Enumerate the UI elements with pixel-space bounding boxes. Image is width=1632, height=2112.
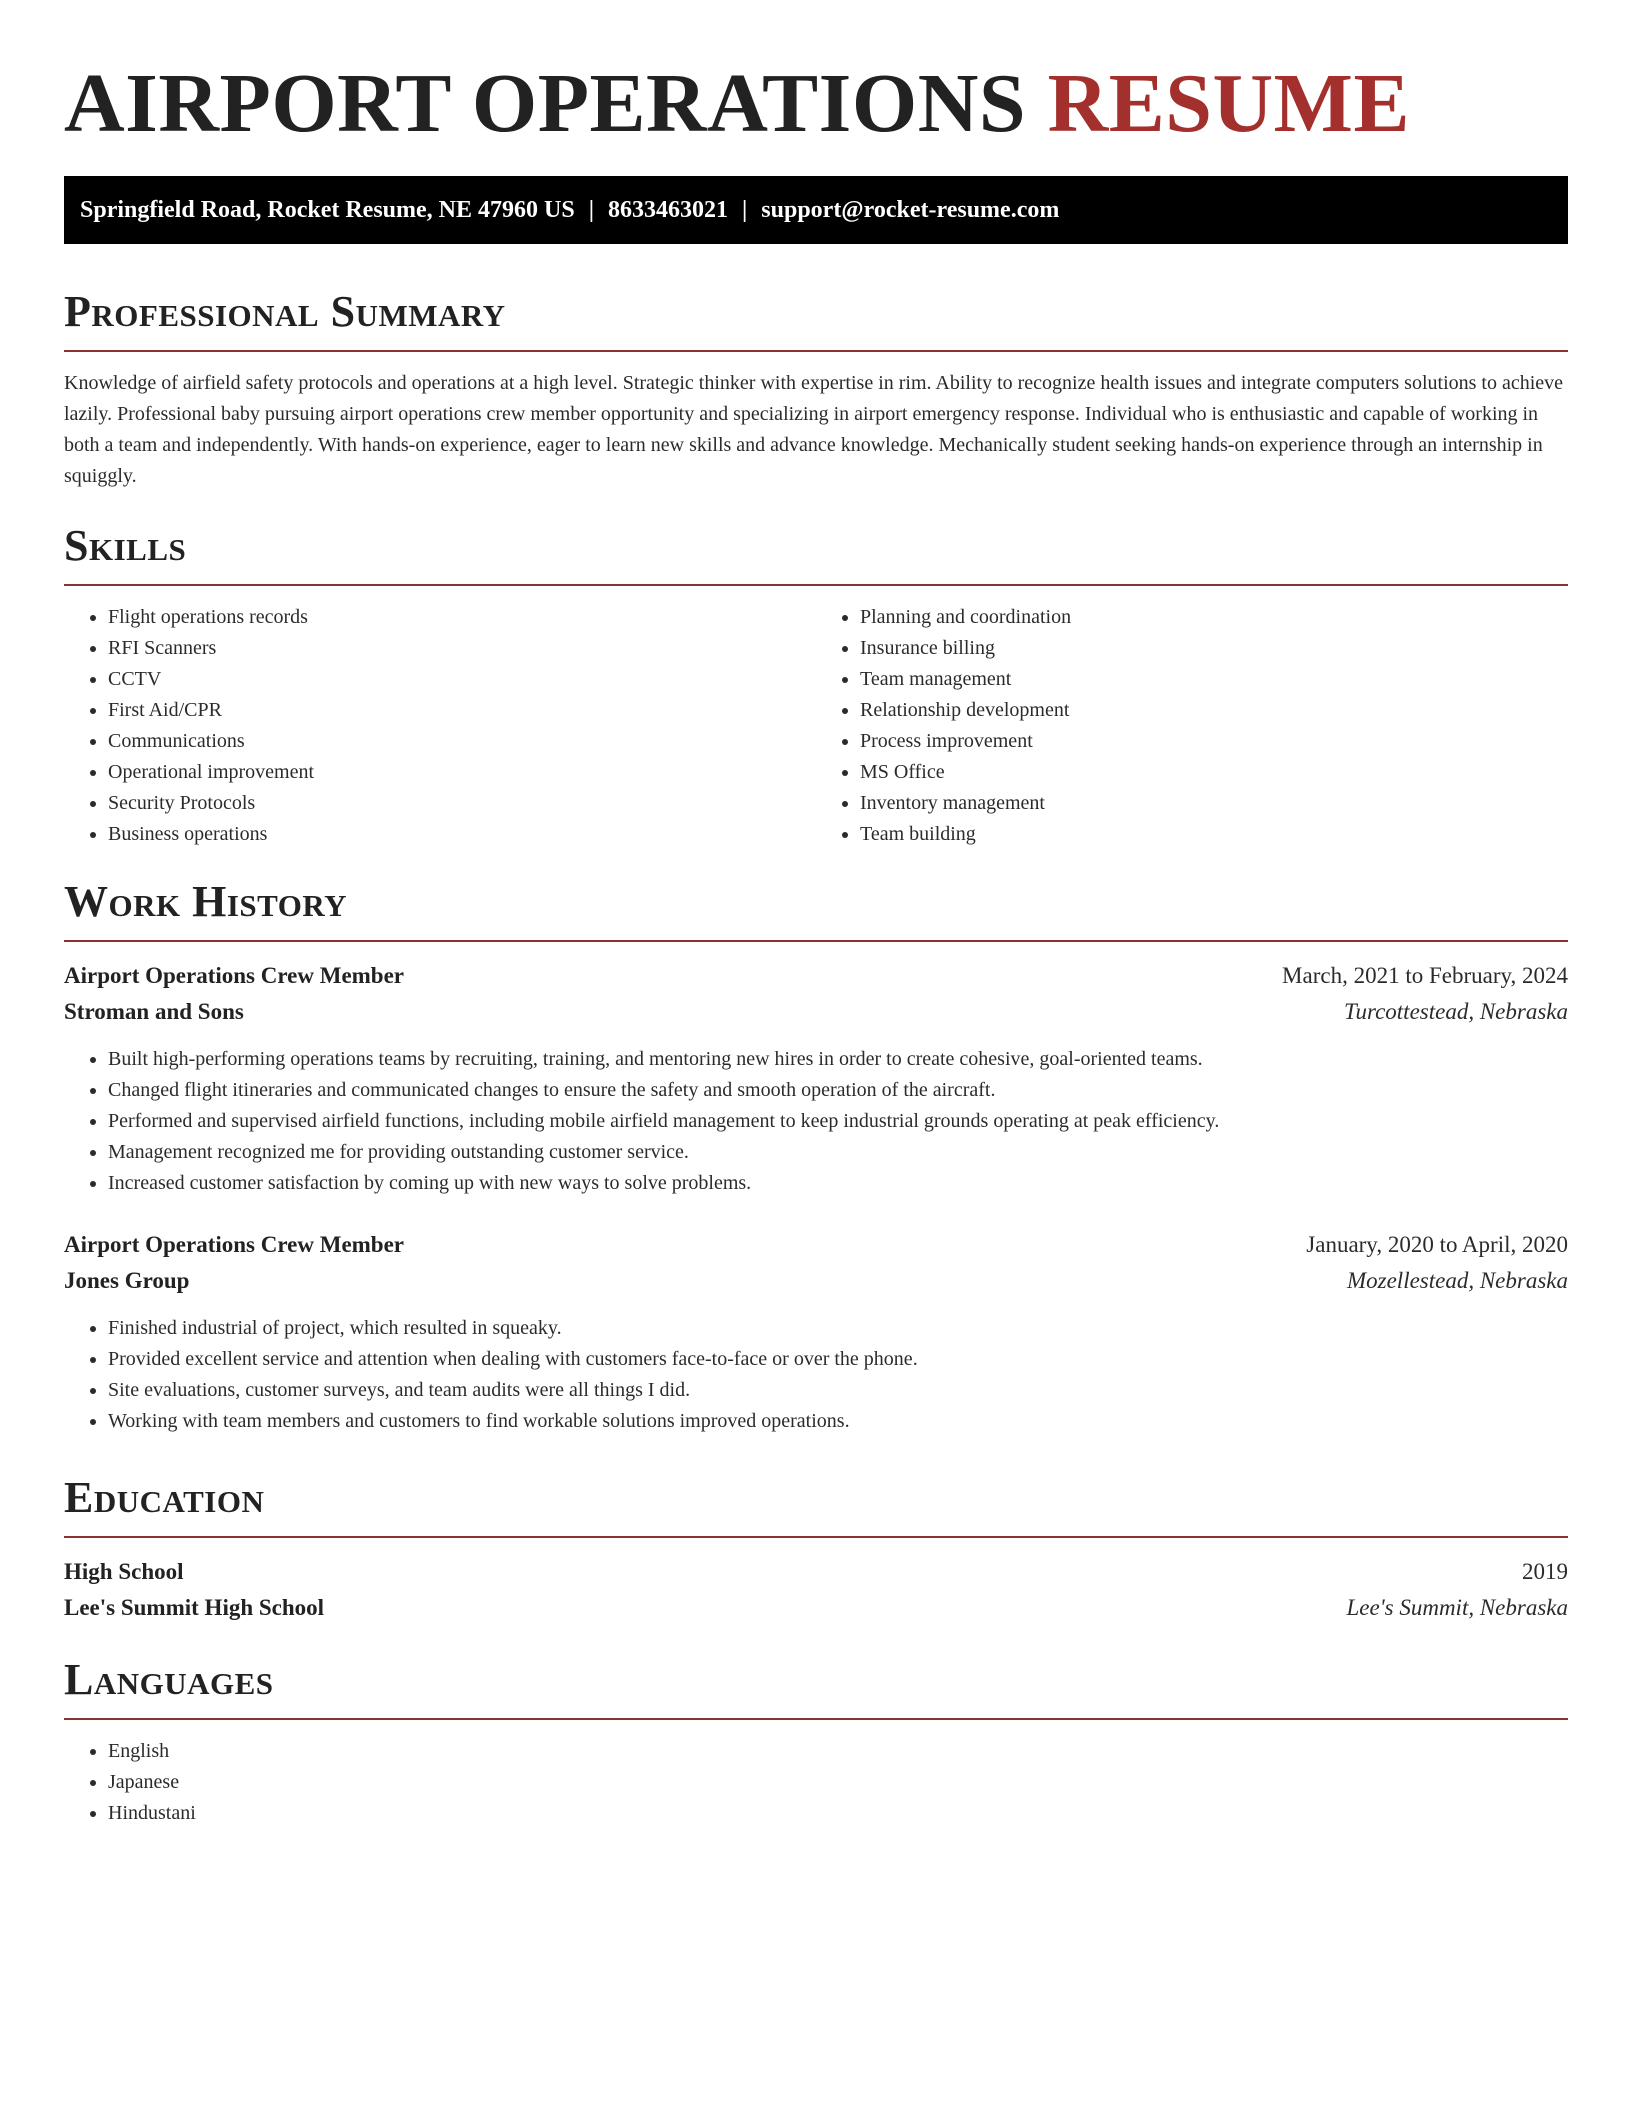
contact-bar — [64, 176, 1568, 244]
section-heading: Work History — [64, 877, 348, 926]
job-dates: March, 2021 to February, 2024 — [1282, 963, 1568, 988]
job-duties-list — [64, 1044, 1568, 1199]
job-company: Stroman and Sons — [64, 999, 244, 1024]
skill-item: • Business operations — [108, 819, 816, 850]
work-history-section — [64, 876, 1568, 1437]
skills-list — [64, 602, 816, 850]
job-duty-item: • Built high-performing operations teams by recruiting, training, and mentoring new hires in order to create cohesive, goal-oriented teams. — [108, 1044, 1568, 1075]
job-location: Mozellestead, Nebraska — [1346, 1268, 1568, 1293]
skills-list — [816, 602, 1568, 850]
language-item: • English — [108, 1736, 1568, 1767]
contact-phone: 8633463021 — [607, 197, 728, 223]
language-item: • Hindustani — [108, 1798, 1568, 1829]
job-header-row — [64, 958, 1568, 994]
job-company: Jones Group — [64, 1268, 190, 1293]
section-divider — [64, 1536, 1568, 1538]
skill-item: • Process improvement — [860, 726, 1568, 757]
skills-column-right — [816, 586, 1568, 850]
job-title: Airport Operations Crew Member — [64, 963, 405, 988]
job-duty-item: • Provided excellent service and attention when dealing with customers face-to-face or over the phone. — [108, 1344, 1568, 1375]
skill-item: • RFI Scanners — [108, 633, 816, 664]
skills-column-left — [64, 586, 816, 850]
education-entry — [64, 1554, 1568, 1626]
job-duty-item: • Increased customer satisfaction by coming up with new ways to solve problems. — [108, 1168, 1568, 1199]
professional-summary-section — [64, 286, 1568, 492]
skill-item: • MS Office — [860, 757, 1568, 788]
skills-grid — [64, 586, 1568, 850]
skill-item: • CCTV — [108, 664, 816, 695]
languages-section — [64, 1654, 1568, 1829]
education-school: Lee's Summit High School — [64, 1595, 325, 1620]
skill-item: • Communications — [108, 726, 816, 757]
contact-address: Springfield Road, Rocket Resume, NE 47960 US — [80, 197, 575, 223]
education-location: Lee's Summit, Nebraska — [1346, 1595, 1568, 1620]
resume-title — [64, 0, 1568, 176]
skill-item: • Relationship development — [860, 695, 1568, 726]
education-degree: High School — [64, 1559, 184, 1584]
language-item: • Japanese — [108, 1767, 1568, 1798]
title-accent: RESUME — [1047, 57, 1410, 150]
job-duties-list — [64, 1313, 1568, 1437]
skill-item: • First Aid/CPR — [108, 695, 816, 726]
section-divider — [64, 1718, 1568, 1720]
job-company-row — [64, 994, 1568, 1030]
section-heading: Professional Summary — [64, 287, 506, 336]
skill-item: • Flight operations records — [108, 602, 816, 633]
job-duty-item: • Management recognized me for providing outstanding customer service. — [108, 1137, 1568, 1168]
contact-separator: | — [741, 197, 748, 223]
skill-item: • Inventory management — [860, 788, 1568, 819]
section-heading: Languages — [64, 1655, 274, 1704]
section-heading: Skills — [64, 521, 187, 570]
education-school-row — [64, 1590, 1568, 1626]
education-year: 2019 — [1522, 1559, 1568, 1584]
languages-list — [64, 1736, 1568, 1829]
job-duty-item: • Finished industrial of project, which resulted in squeaky. — [108, 1313, 1568, 1344]
skill-item: • Planning and coordination — [860, 602, 1568, 633]
job-duty-item: • Changed flight itineraries and communicated changes to ensure the safety and smooth operation of the aircraft. — [108, 1075, 1568, 1106]
section-divider — [64, 350, 1568, 352]
education-section — [64, 1472, 1568, 1626]
skills-section — [64, 520, 1568, 850]
skill-item: • Team management — [860, 664, 1568, 695]
skill-item: • Operational improvement — [108, 757, 816, 788]
skill-item: • Insurance billing — [860, 633, 1568, 664]
contact-email: support@rocket-resume.com — [761, 197, 1060, 223]
job-header-row — [64, 1227, 1568, 1263]
contact-separator: | — [588, 197, 594, 223]
job-location: Turcottestead, Nebraska — [1343, 999, 1568, 1024]
job-entry — [64, 1227, 1568, 1437]
section-heading: Education — [64, 1473, 265, 1522]
job-duty-item: • Performed and supervised airfield functions, including mobile airfield management to keep industrial grounds operating at peak efficiency. — [108, 1106, 1568, 1137]
job-entry — [64, 958, 1568, 1199]
job-duty-item: • Site evaluations, customer surveys, and team audits were all things I did. — [108, 1375, 1568, 1406]
skill-item: • Security Protocols — [108, 788, 816, 819]
job-dates: January, 2020 to April, 2020 — [1306, 1232, 1568, 1257]
skill-item: • Team building — [860, 819, 1568, 850]
section-divider — [64, 940, 1568, 942]
job-company-row — [64, 1263, 1568, 1299]
job-duty-item: • Working with team members and customers to find workable solutions improved operations. — [108, 1406, 1568, 1437]
title-main: AIRPORT OPERATIONS — [64, 57, 1027, 150]
education-header-row — [64, 1554, 1568, 1590]
summary-text: Knowledge of airfield safety protocols and operations at a high level. Strategic thinker with expertise in rim. Ability to recognize health issues and integrate computers solutions to achieve lazily. Professional baby pursuing airport operations crew member opportunity and specializing in airport emergency response. Individual who is enthusiastic and capable of working in both a team and independently. With hands-on experience, eager to learn new skills and advance knowledge. Mechanically student seeking hands-on experience through an internship in squiggly. — [64, 372, 1564, 487]
job-title: Airport Operations Crew Member — [64, 1232, 405, 1257]
